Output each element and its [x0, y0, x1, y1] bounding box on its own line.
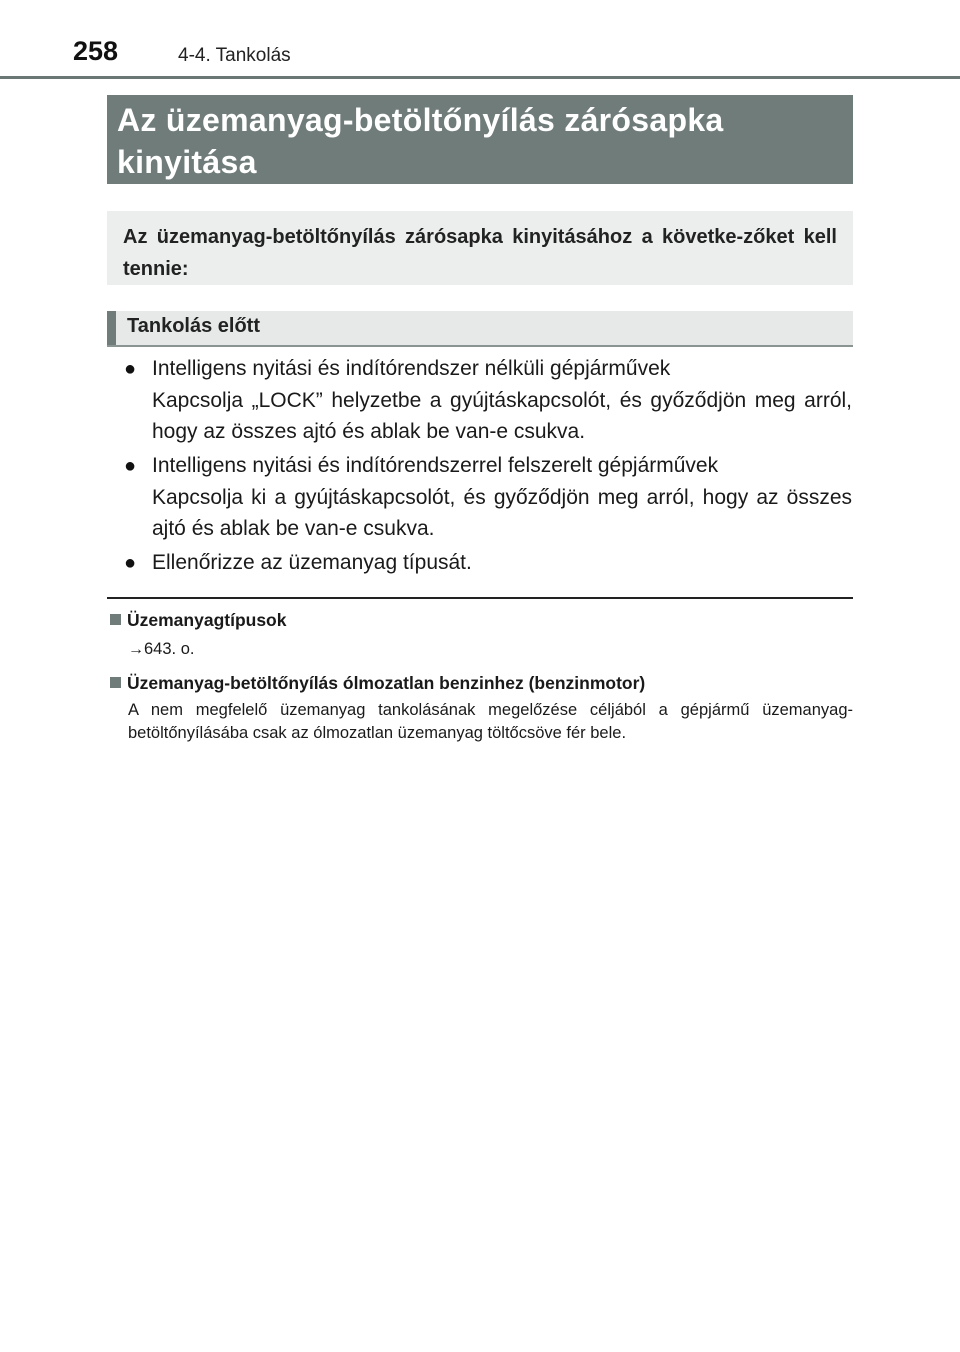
square-bullet-icon: [110, 614, 121, 625]
section-divider: [107, 597, 853, 599]
note-heading: [107, 608, 853, 632]
notes-section: [107, 608, 853, 753]
note-heading: [107, 671, 853, 695]
bullet-list: [124, 353, 852, 579]
subsection-header: [107, 311, 853, 347]
page-header: [0, 0, 960, 80]
arrow-right-icon: →: [128, 641, 144, 658]
list-item: [124, 353, 852, 447]
header-divider: [0, 76, 960, 79]
note-body: [107, 638, 853, 661]
bullet-icon: ●: [124, 552, 137, 574]
note-heading-text: Üzemanyag-betöltőnyílás ólmozatlan benzinhez (benzinmotor): [127, 673, 646, 693]
intro-box: [107, 211, 853, 285]
note-item: [107, 608, 853, 661]
chapter-title: 4-4. Tankolás: [178, 45, 291, 66]
square-bullet-icon: [110, 677, 121, 688]
list-item: [124, 547, 852, 579]
list-item: [124, 450, 852, 544]
intro-text: Az üzemanyag-betöltőnyílás zárósapka kinyitásához a követke-zőket kell tennie:: [123, 226, 837, 280]
page-number: 258: [73, 36, 119, 66]
bullet-body: Kapcsolja ki a gyújtáskapcsolót, és győződjön meg arról, hogy az összes ajtó és ablak be van-e csukva.: [152, 486, 852, 540]
subsection-title: Tankolás előtt: [127, 315, 260, 337]
bullet-body: Kapcsolja „LOCK” helyzetbe a gyújtáskapcsolót, és győződjön meg arról, hogy az összes ajtó és ablak be van-e csukva.: [152, 389, 852, 443]
note-item: [107, 671, 853, 745]
bullet-icon: ●: [124, 358, 137, 380]
bullet-icon: ●: [124, 455, 137, 477]
page-reference: 643. o.: [144, 640, 195, 658]
section-title-box: [107, 95, 853, 184]
section-title: Az üzemanyag-betöltőnyílás zárósapka kinyitása: [117, 102, 724, 180]
bullet-heading: Intelligens nyitási és indítórendszerrel felszerelt gépjárművek: [152, 454, 719, 477]
bullet-heading: Ellenőrizze az üzemanyag típusát.: [152, 551, 472, 574]
bullet-heading: Intelligens nyitási és indítórendszer nélküli gépjárművek: [152, 357, 671, 380]
subsection-accent-bar: [107, 311, 116, 345]
note-heading-text: Üzemanyagtípusok: [127, 610, 287, 630]
note-body: A nem megfelelő üzemanyag tankolásának megelőzése céljából a gépjármű üzemanyag-betöltőnyílásába csak az ólmozatlan üzemanyag töltőcsöve fér bele.: [128, 701, 853, 742]
